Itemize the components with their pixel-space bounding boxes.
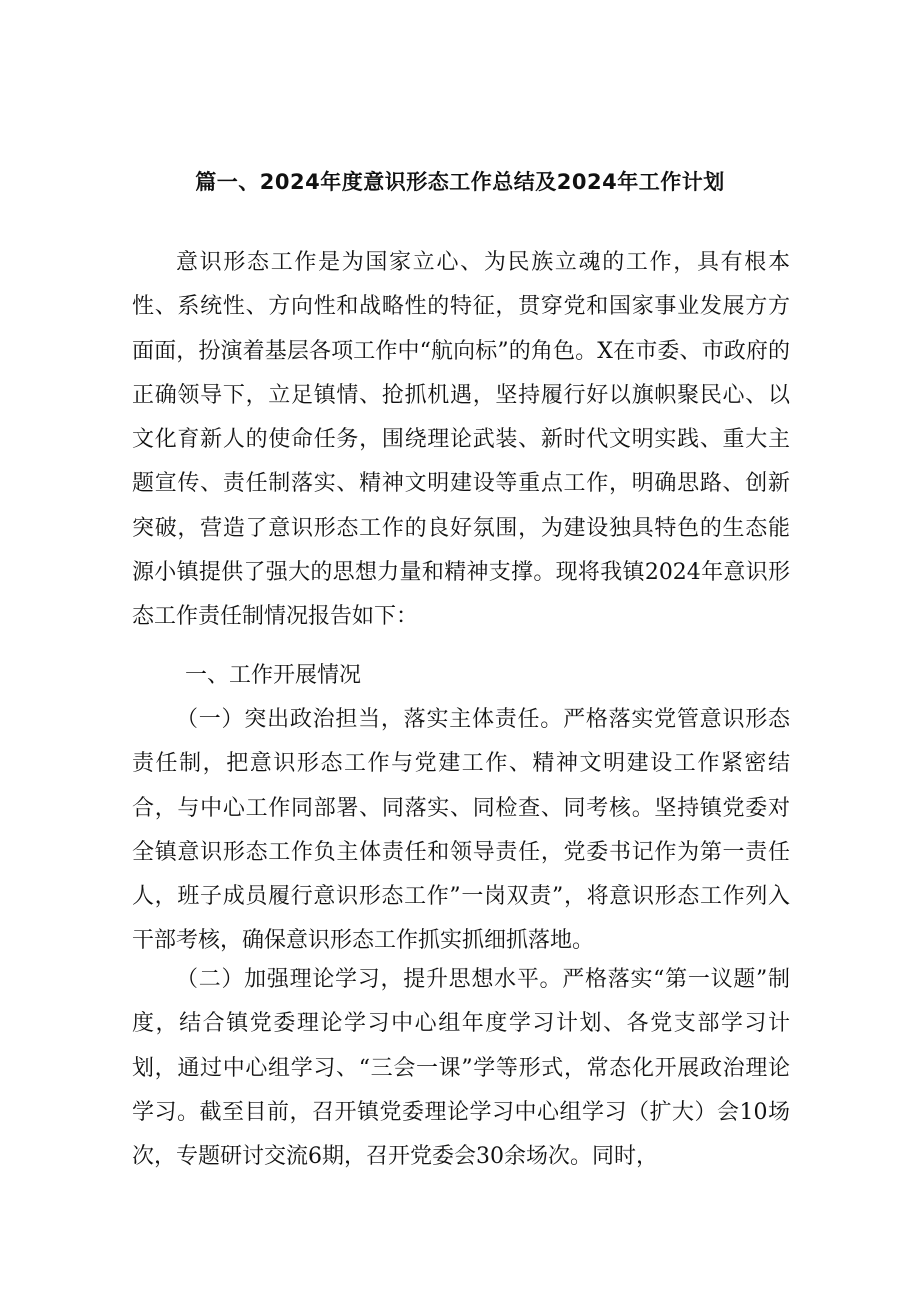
section-item-2-paragraph: （二）加强理论学习，提升思想水平。严格落实“第一议题”制度，结合镇党委理论学习中心组年度学习计划、各党支部学习计划，通过中心组学习、“三会一课”学等形式，常态化开展政治理论学习。截至目前，召开镇党委理论学习中心组学习（扩大）会10场次，专题研讨交流6期，召开党委会30余场次。同时，	[132, 967, 790, 1170]
section-item-1-paragraph: （一）突出政治担当，落实主体责任。严格落实党管意识形态责任制，把意识形态工作与党建工作、精神文明建设工作紧密结合，与中心工作同部署、同落实、同检查、同考核。坚持镇党委对全镇意识形态工作负主体责任和领导责任，党委书记作为第一责任人，班子成员履行意识形态工作”一岗双责”，将意识形态工作列入干部考核，确保意识形态工作抓实抓细抓落地。	[132, 707, 790, 954]
section-heading: 一、工作开展情况	[185, 663, 362, 688]
document-title: 篇一、2024年度意识形态工作总结及2024年工作计划	[195, 170, 725, 194]
intro-paragraph: 意识形态工作是为国家立心、为民族立魂的工作，具有根本性、系统性、方向性和战略性的特征，贯穿党和国家事业发展方方面面，扮演着基层各项工作中“航向标”的角色。X在市委、市政府的正确领导下，立足镇情、抢抓机遇，坚持履行好以旗帜聚民心、以文化育新人的使命任务，围绕理论武装、新时代文明实践、重大主题宣传、责任制落实、精神文明建设等重点工作，明确思路、创新突破，营造了意识形态工作的良好氛围，为建设独具特色的生态能源小镇提供了强大的思想力量和精神支撑。现将我镇2024年意识形态工作责任制情况报告如下：	[132, 250, 790, 630]
